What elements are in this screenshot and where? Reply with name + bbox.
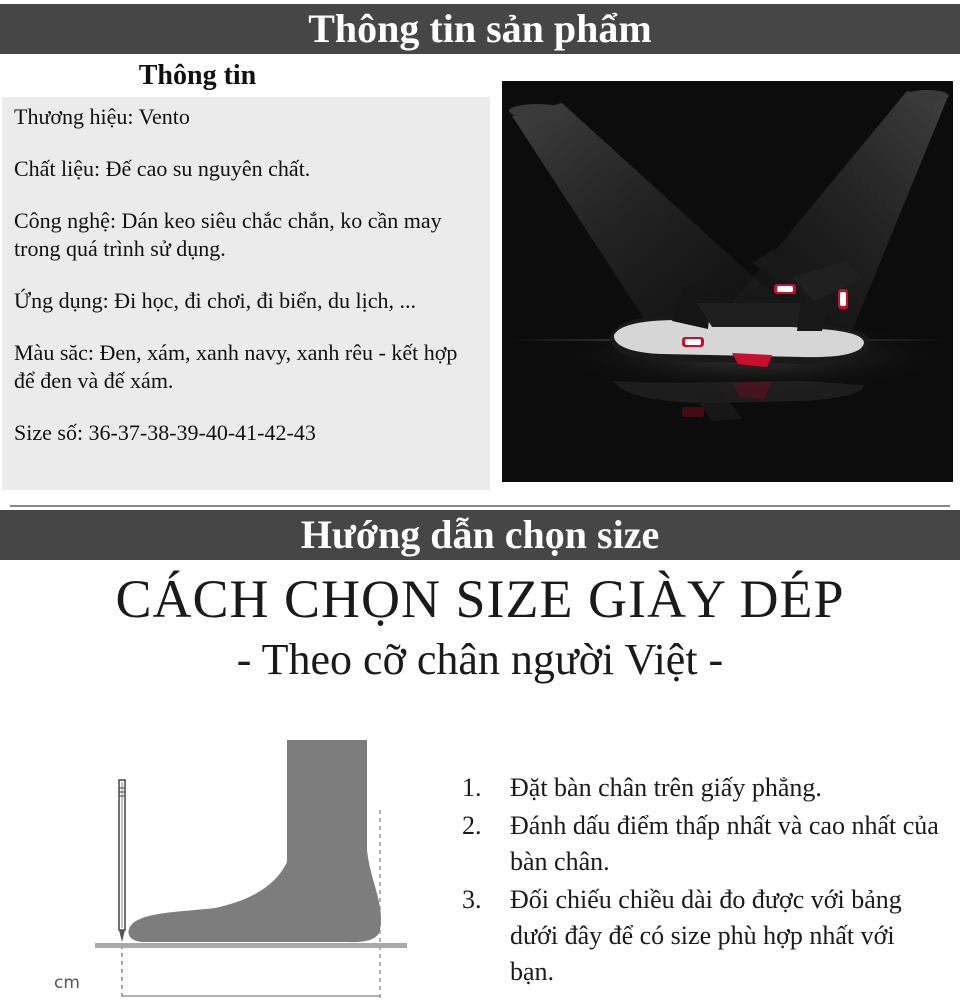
- info-colors: Màu săc: Đen, xám, xanh navy, xanh rêu - kết hợp để đen và đế xám.: [14, 340, 458, 393]
- step-item: [462, 770, 942, 806]
- pencil-icon: [119, 780, 125, 942]
- step-number: 2.: [462, 811, 482, 840]
- step-number: 1.: [462, 773, 482, 802]
- size-guide-subtitle: - Theo cỡ chân người Việt -: [236, 635, 724, 684]
- size-guide-header: Hướng dẫn chọn size: [0, 510, 960, 560]
- sandal-image: [502, 81, 953, 482]
- info-subtitle: Thông tin: [138, 60, 257, 91]
- step-text: Đối chiếu chiều dài đo được với bảng dưới đây để có size phù hợp nhất với bạn.: [510, 885, 902, 986]
- info-usage: Ứng dụng: Đi học, đi chơi, đi biển, du lịch, ...: [14, 288, 417, 313]
- size-guide-title: CÁCH CHỌN SIZE GIÀY DÉP: [115, 569, 845, 629]
- foot-shape: [128, 740, 381, 942]
- info-technology: Công nghệ: Dán keo siêu chắc chắn, ko cần may trong quá trình sử dụng.: [14, 208, 442, 261]
- step-number: 3.: [462, 885, 482, 914]
- info-material: Chất liệu: Đế cao su nguyên chất.: [14, 156, 311, 181]
- product-info-header: Thông tin sản phẩm: [0, 4, 960, 54]
- info-brand: Thương hiệu: Vento: [14, 104, 190, 129]
- step-text: Đánh dấu điểm thấp nhất và cao nhất của bàn chân.: [510, 811, 939, 876]
- step-text: Đặt bàn chân trên giấy phẳng.: [510, 773, 822, 802]
- size-guide-steps: [462, 770, 942, 992]
- product-photo: [502, 81, 953, 482]
- step-item: [462, 808, 942, 880]
- section-divider: [10, 505, 950, 507]
- info-sizes: Size số: 36-37-38-39-40-41-42-43: [14, 420, 316, 445]
- product-info-box: [2, 97, 490, 490]
- foot-measure-illustration: [50, 730, 420, 1000]
- unit-label: cm: [54, 973, 80, 993]
- step-item: [462, 882, 942, 990]
